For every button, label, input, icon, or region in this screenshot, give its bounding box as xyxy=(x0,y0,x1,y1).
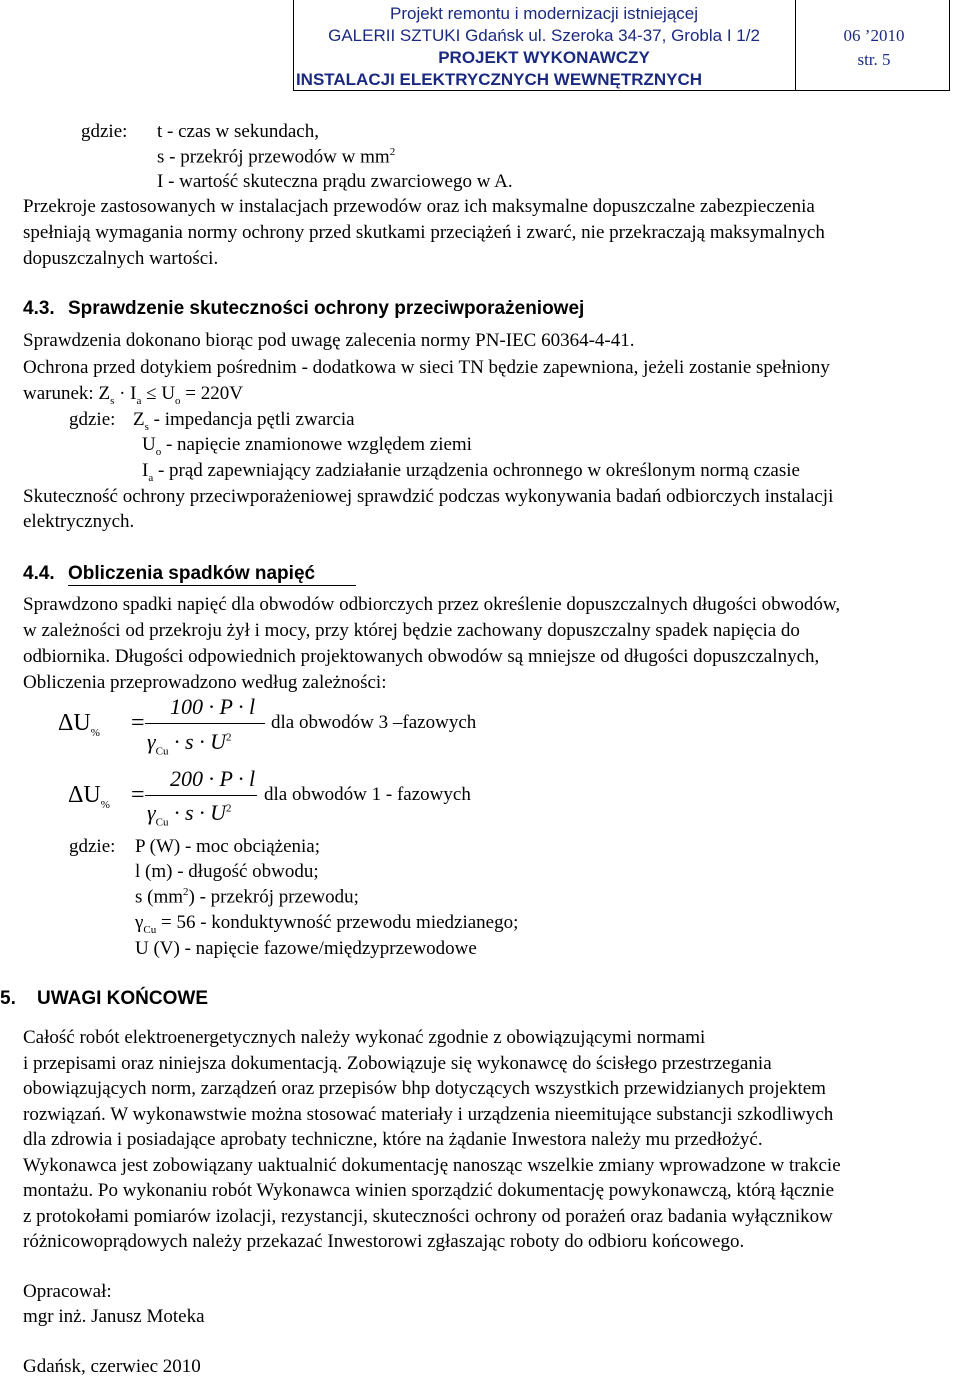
header-date: 06 ’2010 xyxy=(843,26,905,45)
formula1-equals: = xyxy=(131,710,145,736)
s5-line: i przepisami oraz niniejsza dokumentacją. Zobowiązuje się wykonawcę do ścisłego przestrzegania xyxy=(23,1053,772,1074)
s43-def-zs: $Z_s$ - impedancja pętli zwarcia xyxy=(133,409,355,433)
header-project-type: PROJEKT WYKONAWCZY xyxy=(438,48,650,67)
header-project-title: Projekt remontu i modernizacji istniejącej xyxy=(389,4,699,23)
section-5-title: UWAGI KOŃCOWE xyxy=(37,988,208,1009)
formula1-lhs: $\Delta U_{\%}$ xyxy=(58,710,100,739)
s44-def-s: s $(mm^2)$ - przekrój przewodu; xyxy=(135,886,359,908)
formula2-lhs: $\Delta U_{\%}$ xyxy=(68,782,110,811)
intro-gdzie-label: gdzie: xyxy=(81,121,128,142)
formula2-description: dla obwodów 1 - fazowych xyxy=(264,784,471,805)
formula2-denominator: $\gamma_{Cu} \cdot s \cdot U^2$ xyxy=(147,800,232,829)
s44-def-l: l (m) - długość obwodu; xyxy=(135,861,319,882)
intro-def-I: I - wartość skuteczna prądu zwarciowego w A. xyxy=(157,171,513,192)
formula1-numerator: 100 · P · l xyxy=(170,694,256,719)
intro-para-line3: dopuszczalnych wartości. xyxy=(23,248,219,269)
s5-line: rozwiązań. W wykonawstwie można stosować materiały i urządzenia nieemitujące substancji szkodliwych xyxy=(23,1104,834,1125)
formula2-numerator: 200 · P · l xyxy=(170,766,256,791)
formula2-fraction-bar xyxy=(145,795,257,796)
s43-line2: Ochrona przed dotykiem pośrednim - dodatkowa w sieci TN będzie zapewniona, jeżeli zostanie spełniony xyxy=(23,357,830,378)
s43-gdzie-label: gdzie: xyxy=(69,409,116,430)
intro-para-line2: spełniają wymagania normy ochrony przed skutkami przeciążeń i zwarć, nie przekraczają maksymalnych xyxy=(23,222,825,243)
header-divider xyxy=(795,0,796,90)
section-4-4-underline xyxy=(68,585,356,586)
formula1-denominator: $\gamma_{Cu} \cdot s \cdot U^2$ xyxy=(147,729,232,758)
footer-place-date: Gdańsk, czerwiec 2010 xyxy=(23,1356,201,1377)
s43-def-ia: $I_a$ - prąd zapewniający zadziałanie urządzenia ochronnego w określonym normą czasie xyxy=(142,460,800,484)
s44-line2: w zależności od przekroju żył i mocy, przy której będzie zachowany dopuszczalny spadek napięcia do xyxy=(23,620,800,641)
s5-line: różnicowoprądowych należy przekazać Inwestorowi zgłaszając roboty do odbioru końcowego. xyxy=(23,1231,745,1252)
s5-line: montażu. Po wykonaniu robót Wykonawca winien sporządzić dokumentację powykonawczą, którą łącznie xyxy=(23,1180,835,1201)
s5-line: obowiązujących norm, zarządzeń oraz przepisów bhp dotyczących wszystkich przewidzianych projektem xyxy=(23,1078,826,1099)
section-4-3-number: 4.3. xyxy=(23,298,55,319)
s44-gdzie-label: gdzie: xyxy=(69,836,116,857)
formula1-description: dla obwodów 3 –fazowych xyxy=(271,712,477,733)
s44-line3: odbiornika. Długości odpowiednich projektowanych obwodów są mniejsze od długości dopuszczalnych, xyxy=(23,646,820,667)
intro-def-s: s - przekrój przewodów w $mm^2$ xyxy=(157,146,396,168)
formula1-fraction-bar xyxy=(145,723,265,724)
s43-condition: warunek: $Z_s \cdot I_a \le U_o = 220V$ xyxy=(23,383,243,407)
formula2-equals: = xyxy=(131,782,145,808)
section-5-number: 5. xyxy=(0,988,16,1009)
intro-para-line1: Przekroje zastosowanych w instalacjach przewodów oraz ich maksymalne dopuszczalne zabezpieczenia xyxy=(23,196,815,217)
s43-line4: elektrycznych. xyxy=(23,511,135,532)
header-page-number: str. 5 xyxy=(857,50,891,69)
s43-line3: Skuteczność ochrony przeciwporażeniowej sprawdzić podczas wykonywania badań odbiorczych instalacji xyxy=(23,486,834,507)
footer-prepared-by-label: Opracował: xyxy=(23,1281,112,1302)
s5-line: z protokołami pomiarów izolacji, rezystancji, skuteczności ochrony od porażeń oraz badania wyłącznikow xyxy=(23,1206,833,1227)
page-header xyxy=(0,0,960,92)
s43-line1: Sprawdzenia dokonano biorąc pod uwagę zalecenia normy PN-IEC 60364-4-41. xyxy=(23,330,635,351)
s5-line: Wykonawca jest zobowiązany uaktualnić dokumentację nanosząc wszelkie zmiany wprowadzone w trakcie xyxy=(23,1155,841,1176)
section-4-3-title: Sprawdzenie skuteczności ochrony przeciwporażeniowej xyxy=(68,298,585,319)
s44-line1: Sprawdzono spadki napięć dla obwodów odbiorczych przez określenie dopuszczalnych długości obwodów, xyxy=(23,594,841,615)
s44-def-p: P (W) - moc obciążenia; xyxy=(135,836,320,857)
s44-def-u: U (V) - napięcie fazowe/międzyprzewodowe xyxy=(135,938,477,959)
footer-author: mgr inż. Janusz Moteka xyxy=(23,1306,205,1327)
intro-def-t: t - czas w sekundach, xyxy=(157,121,319,142)
s44-def-gamma: $\gamma_{Cu} = 56$ - konduktywność przewodu miedzianego; xyxy=(135,912,519,936)
s5-line: Całość robót elektroenergetycznych należy wykonać zgodnie z obowiązującymi normami xyxy=(23,1027,706,1048)
s44-line4: Obliczenia przeprowadzono według zależności: xyxy=(23,672,387,693)
section-4-4-number: 4.4. xyxy=(23,563,55,584)
s43-def-uo: $U_o$ - napięcie znamionowe względem ziemi xyxy=(142,434,472,458)
s5-line: dla zdrowia i posiadające aprobaty techniczne, które na żądanie Inwestora należy mu przedłożyć. xyxy=(23,1129,763,1150)
header-address: GALERII SZTUKI Gdańsk ul. Szeroka 34-37, Grobla I 1/2 xyxy=(328,26,760,45)
section-4-4-title: Obliczenia spadków napięć xyxy=(68,563,316,584)
header-installation: INSTALACJI ELEKTRYCZNYCH WEWNĘTRZNYCH xyxy=(295,70,703,89)
